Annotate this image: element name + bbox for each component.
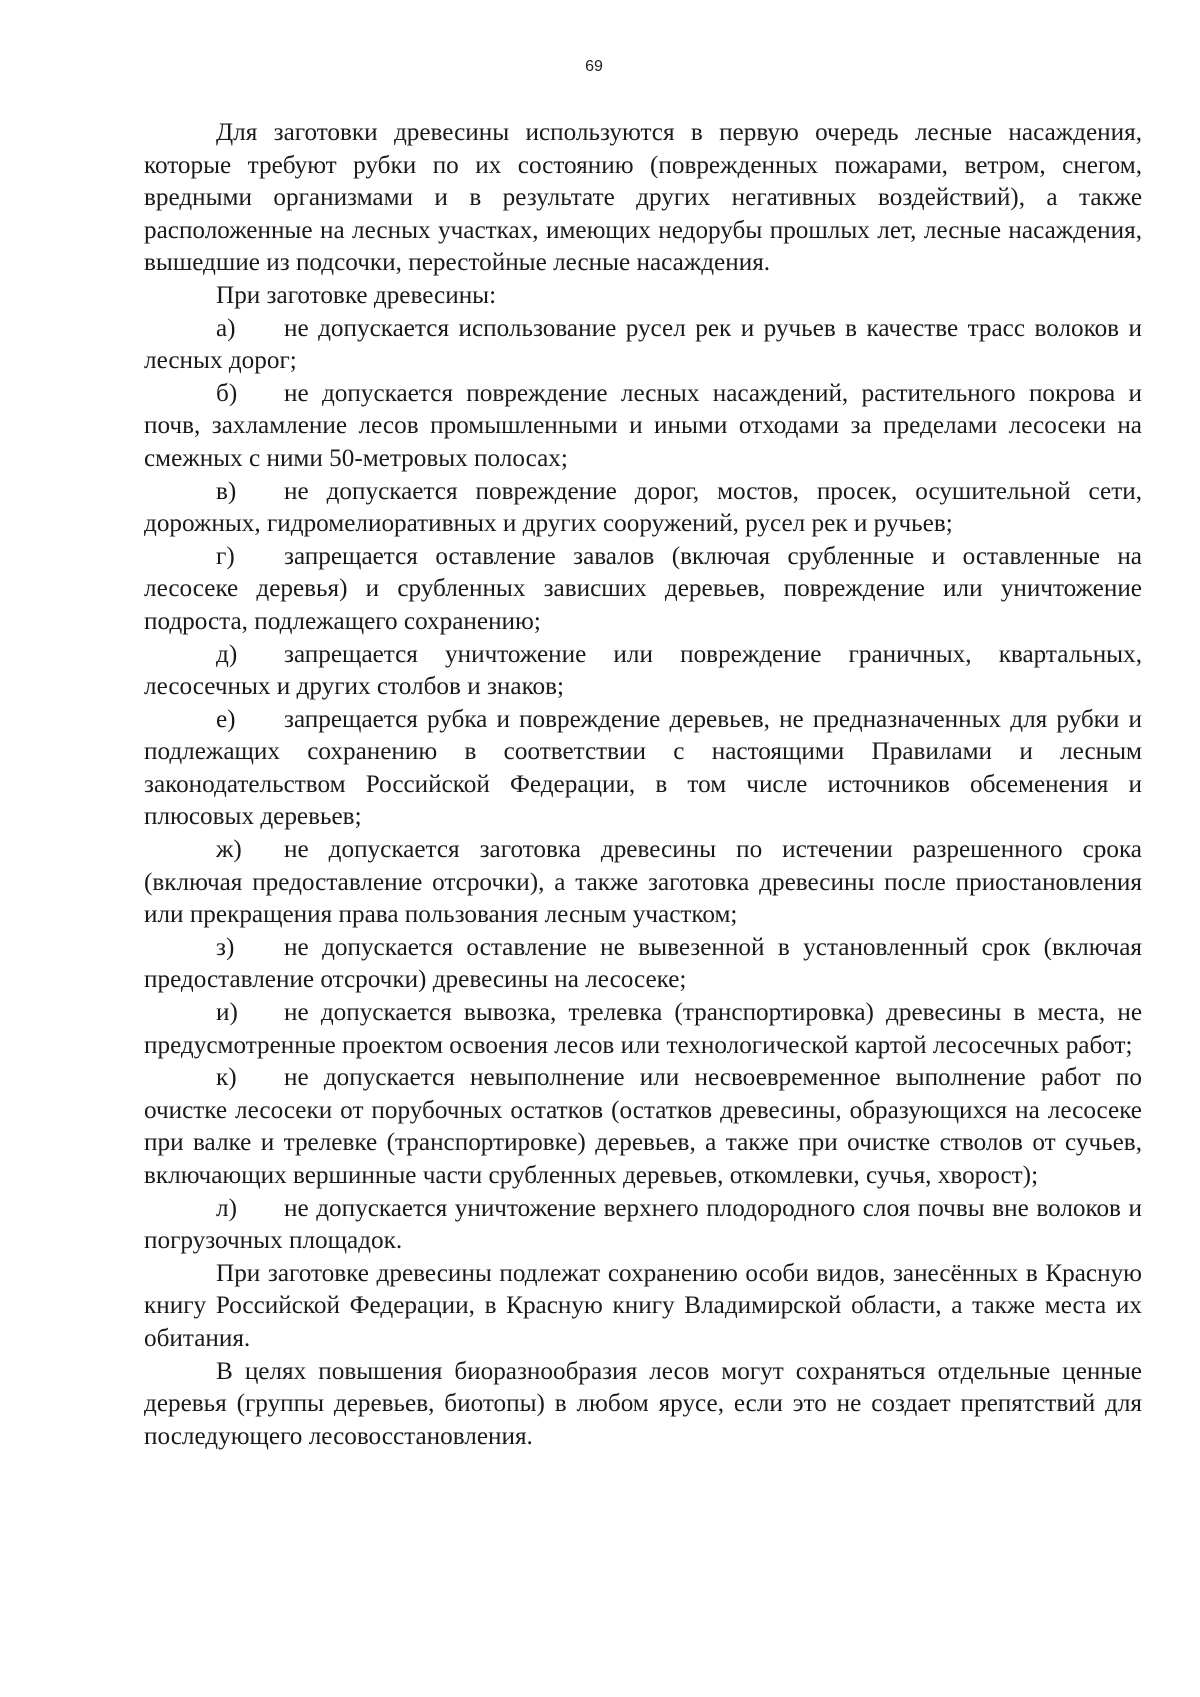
list-item-text: не допускается использование русел рек и ручьев в качестве трасс волоков и лесных дорог; [144, 314, 1142, 375]
paragraph-protected-species: При заготовке древесины подлежат сохранению особи видов, занесённых в Красную книгу Российской Федерации, в Красную книгу Владимирской области, а также места их обитания. [144, 1259, 1142, 1352]
list-item-marker: а) [216, 314, 236, 342]
list-item-z [144, 932, 1142, 997]
list-item-marker: ж) [216, 836, 242, 864]
list-item-k [144, 1062, 1142, 1192]
list-item-text: запрещается рубка и повреждение деревьев, не предназначенных для рубки и подлежащих сохранению в соответствии с настоящими Правилами и лесным законодательством Российской Федерации, в том числе источников обсеменения и плюсовых деревьев; [144, 705, 1142, 831]
list-item-b [144, 378, 1142, 476]
paragraph-intro: Для заготовки древесины используются в первую очередь лесные насаждения, которые требуют рубки по их состоянию (поврежденных пожарами, ветром, снегом, вредными организмами и в результате других негативных воздействий), а также расположенные на лесных участках, имеющих недорубы прошлых лет, лесные насаждения, вышедшие из подсочки, перестойные лесные насаждения. [144, 119, 1142, 277]
list-item-zh [144, 834, 1142, 932]
list-item-marker: к) [216, 1064, 237, 1092]
list-item-text: запрещается уничтожение или повреждение граничных, квартальных, лесосечных и других столбов и знаков; [144, 640, 1142, 701]
paragraph-biodiversity: В целях повышения биоразнообразия лесов могут сохраняться отдельные ценные деревья (группы деревьев, биотопы) в любом ярусе, если это не создает препятствий для последующего лесовосстановления. [144, 1357, 1142, 1450]
list-item-marker: б) [216, 379, 238, 407]
list-item-text: запрещается оставление завалов (включая срубленные и оставленные на лесосеке деревья) и срубленных зависших деревьев, повреждение или уничтожение подроста, подлежащего сохранению; [144, 542, 1142, 635]
paragraph-lead: При заготовке древесины: [216, 281, 497, 309]
list-item-text: не допускается невыполнение или несвоевременное выполнение работ по очистке лесосеки от порубочных остатков (остатков древесины, образующихся на лесосеке при валке и трелевке (транспортировке) деревьев, а также при очистке стволов от сучьев, включающих вершинные части срубленных деревьев, откомлевки, сучья, хворост); [144, 1064, 1142, 1189]
list-item-g [144, 541, 1142, 639]
list-item-l [144, 1193, 1142, 1258]
list-item-text: не допускается вывозка, трелевка (транспортировка) древесины в места, не предусмотренные проектом освоения лесов или технологической картой лесосечных работ; [144, 999, 1142, 1059]
list-item-text: не допускается уничтожение верхнего плодородного слоя почвы вне волоков и погрузочных площадок. [144, 1194, 1142, 1255]
list-item-marker: д) [216, 640, 238, 668]
list-item-marker: г) [216, 542, 235, 570]
list-item-marker: и) [216, 999, 238, 1027]
document-body [144, 117, 1142, 1453]
list-item-marker: е) [216, 705, 236, 733]
list-item-d [144, 639, 1142, 704]
page-number: 69 [585, 58, 603, 75]
list-item-text: не допускается повреждение дорог, мостов, просек, осушительной сети, дорожных, гидромелиоративных и других сооружений, русел рек и ручьев; [144, 477, 1142, 538]
list-item-e [144, 704, 1142, 834]
list-item-text: не допускается заготовка древесины по истечении разрешенного срока (включая предоставление отсрочки), а также заготовка древесины после приостановления или прекращения права пользования лесным участком; [144, 836, 1142, 929]
list-item-text: не допускается оставление не вывезенной в установленный срок (включая предоставление отсрочки) древесины на лесосеке; [144, 933, 1142, 994]
list-item-text: не допускается повреждение лесных насаждений, растительного покрова и почв, захламление лесов промышленными и иными отходами за пределами лесосеки на смежных с ними 50-метровых полосах; [144, 379, 1142, 472]
list-item-marker: л) [216, 1194, 237, 1222]
list-item-v [144, 476, 1142, 541]
list-item-marker: в) [216, 477, 237, 505]
list-item-i [144, 997, 1142, 1062]
list-item-a [144, 313, 1142, 378]
list-item-marker: з) [216, 933, 235, 961]
